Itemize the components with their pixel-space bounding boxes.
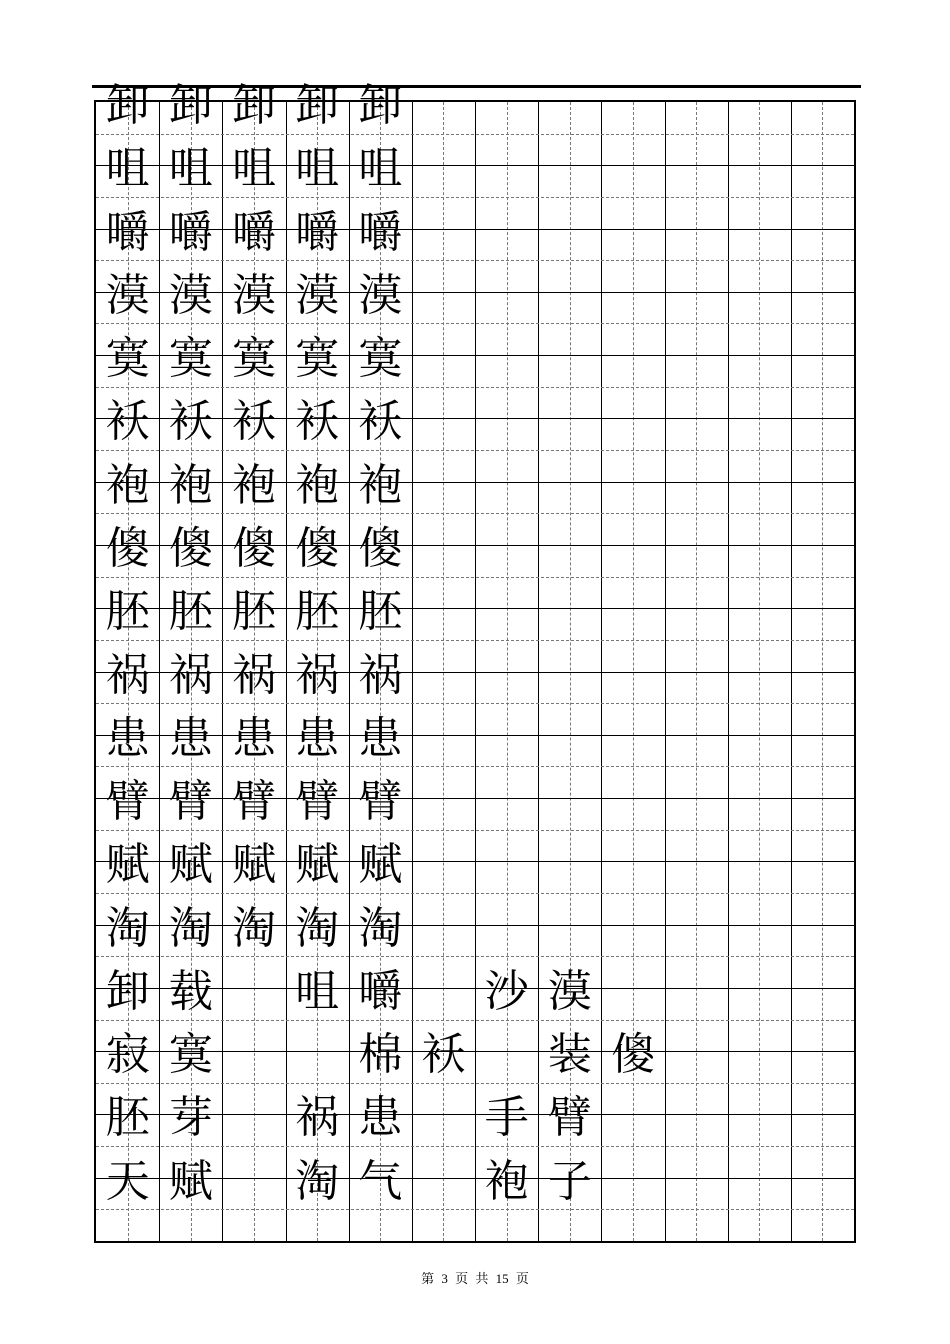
grid-row-guide bbox=[96, 766, 854, 767]
grid-row-guide bbox=[96, 1146, 854, 1147]
practice-char: 臂 bbox=[168, 776, 213, 828]
practice-char: 袍 bbox=[105, 459, 150, 511]
practice-char: 淘 bbox=[295, 902, 340, 954]
practice-char: 咀 bbox=[295, 143, 340, 195]
word-char: 棉 bbox=[358, 1029, 403, 1081]
practice-char: 胚 bbox=[105, 586, 150, 638]
practice-char: 袍 bbox=[168, 459, 213, 511]
practice-char: 嚼 bbox=[358, 206, 403, 258]
practice-char: 漠 bbox=[105, 269, 150, 321]
practice-char: 赋 bbox=[295, 839, 340, 891]
grid-row-guide bbox=[96, 134, 854, 135]
practice-char: 漠 bbox=[232, 269, 277, 321]
word-char: 咀 bbox=[295, 965, 340, 1017]
practice-char: 胚 bbox=[168, 586, 213, 638]
practice-char: 寞 bbox=[358, 333, 403, 385]
word-char: 沙 bbox=[484, 965, 529, 1017]
practice-char: 臂 bbox=[232, 776, 277, 828]
practice-char: 嚼 bbox=[295, 206, 340, 258]
practice-char: 袍 bbox=[358, 459, 403, 511]
word-char: 祸 bbox=[295, 1092, 340, 1144]
practice-char: 漠 bbox=[168, 269, 213, 321]
grid-row-guide bbox=[96, 1020, 854, 1021]
practice-char: 漠 bbox=[295, 269, 340, 321]
practice-char: 傻 bbox=[105, 522, 150, 574]
practice-char: 淘 bbox=[358, 902, 403, 954]
practice-char: 患 bbox=[168, 712, 213, 764]
practice-char: 袍 bbox=[295, 459, 340, 511]
word-char: 装 bbox=[547, 1029, 592, 1081]
word-char: 臂 bbox=[547, 1092, 592, 1144]
grid-row-guide bbox=[96, 956, 854, 957]
practice-char: 患 bbox=[105, 712, 150, 764]
word-char: 天 bbox=[105, 1155, 150, 1207]
word-char: 胚 bbox=[105, 1092, 150, 1144]
practice-char: 咀 bbox=[232, 143, 277, 195]
practice-char: 胚 bbox=[358, 586, 403, 638]
word-char: 淘 bbox=[295, 1155, 340, 1207]
practice-char: 袄 bbox=[168, 396, 213, 448]
practice-char: 咀 bbox=[358, 143, 403, 195]
practice-char: 袄 bbox=[295, 396, 340, 448]
grid-row-guide bbox=[96, 1083, 854, 1084]
practice-char: 傻 bbox=[358, 522, 403, 574]
practice-char: 赋 bbox=[232, 839, 277, 891]
grid-row-guide bbox=[96, 323, 854, 324]
practice-char: 卸 bbox=[105, 80, 150, 131]
word-char: 赋 bbox=[168, 1155, 213, 1207]
word-char: 嚼 bbox=[358, 965, 403, 1017]
word-char: 寂 bbox=[105, 1029, 150, 1081]
word-char: 漠 bbox=[547, 965, 592, 1017]
grid-row-guide bbox=[96, 640, 854, 641]
practice-char: 臂 bbox=[358, 776, 403, 828]
practice-char: 祸 bbox=[232, 649, 277, 701]
grid-row-guide bbox=[96, 513, 854, 514]
practice-char: 漠 bbox=[358, 269, 403, 321]
practice-char: 淘 bbox=[232, 902, 277, 954]
practice-char: 袄 bbox=[105, 396, 150, 448]
practice-char: 寞 bbox=[295, 333, 340, 385]
practice-char: 淘 bbox=[105, 902, 150, 954]
practice-char: 卸 bbox=[168, 80, 213, 131]
grid-row-guide bbox=[96, 1209, 854, 1210]
word-char: 子 bbox=[547, 1155, 592, 1207]
practice-grid-sheet bbox=[94, 80, 856, 1243]
practice-char: 嚼 bbox=[105, 206, 150, 258]
practice-char: 赋 bbox=[358, 839, 403, 891]
grid-row-guide bbox=[96, 450, 854, 451]
practice-char: 祸 bbox=[358, 649, 403, 701]
practice-char: 袍 bbox=[232, 459, 277, 511]
practice-char: 祸 bbox=[105, 649, 150, 701]
grid-row-guide bbox=[96, 893, 854, 894]
word-char: 傻 bbox=[611, 1029, 656, 1081]
practice-char: 胚 bbox=[295, 586, 340, 638]
practice-char: 赋 bbox=[168, 839, 213, 891]
word-char: 载 bbox=[168, 965, 213, 1017]
word-char: 袄 bbox=[421, 1029, 466, 1081]
grid-row-guide bbox=[96, 260, 854, 261]
practice-char: 嚼 bbox=[232, 206, 277, 258]
practice-char: 祸 bbox=[295, 649, 340, 701]
word-char: 寞 bbox=[168, 1029, 213, 1081]
practice-char: 袄 bbox=[232, 396, 277, 448]
practice-char: 臂 bbox=[105, 776, 150, 828]
practice-char: 咀 bbox=[105, 143, 150, 195]
word-char: 芽 bbox=[168, 1092, 213, 1144]
grid-row-guide bbox=[96, 830, 854, 831]
grid-row-guide bbox=[96, 197, 854, 198]
grid-row-guide bbox=[96, 703, 854, 704]
practice-char: 患 bbox=[358, 712, 403, 764]
practice-char: 寞 bbox=[168, 333, 213, 385]
grid-row-guide bbox=[96, 577, 854, 578]
practice-char: 祸 bbox=[168, 649, 213, 701]
practice-char: 傻 bbox=[295, 522, 340, 574]
practice-char: 傻 bbox=[168, 522, 213, 574]
practice-char: 患 bbox=[232, 712, 277, 764]
word-char: 气 bbox=[358, 1155, 403, 1207]
word-char: 卸 bbox=[105, 965, 150, 1017]
practice-char: 臂 bbox=[295, 776, 340, 828]
word-char: 袍 bbox=[484, 1155, 529, 1207]
practice-char: 寞 bbox=[105, 333, 150, 385]
practice-char: 患 bbox=[295, 712, 340, 764]
grid-row-guide bbox=[96, 387, 854, 388]
practice-char: 卸 bbox=[232, 80, 277, 131]
word-char: 患 bbox=[358, 1092, 403, 1144]
practice-char: 傻 bbox=[232, 522, 277, 574]
practice-char: 寞 bbox=[232, 333, 277, 385]
practice-char: 咀 bbox=[168, 143, 213, 195]
practice-char: 淘 bbox=[168, 902, 213, 954]
practice-char: 卸 bbox=[295, 80, 340, 131]
practice-char: 赋 bbox=[105, 839, 150, 891]
practice-char: 卸 bbox=[358, 80, 403, 131]
practice-char: 胚 bbox=[232, 586, 277, 638]
practice-char: 袄 bbox=[358, 396, 403, 448]
page-footer: 第 3 页 共 15 页 bbox=[421, 1271, 529, 1286]
word-char: 手 bbox=[484, 1092, 529, 1144]
practice-char: 嚼 bbox=[168, 206, 213, 258]
